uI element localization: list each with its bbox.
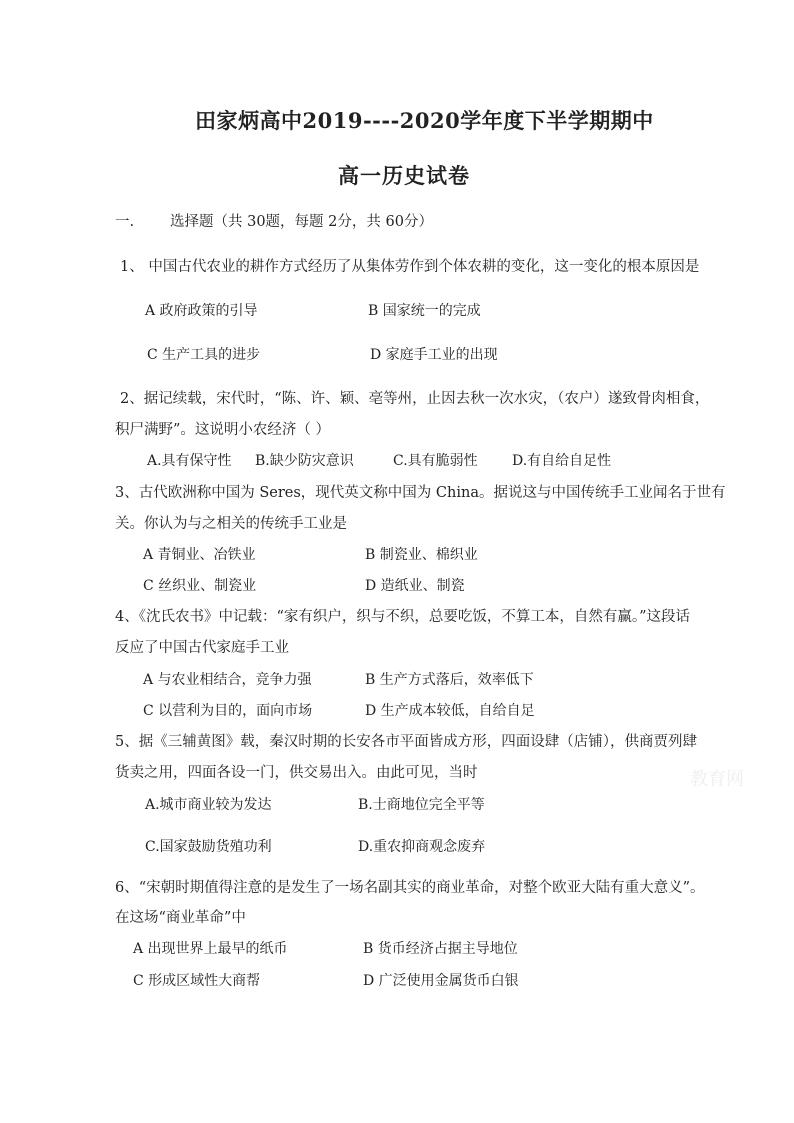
question-4-option-d: D 生产成本较低，自给自足 [365,703,535,719]
question-1-option-d: D 家庭手工业的出现 [370,347,498,363]
question-5-stem-line-2: 货卖之用，四面各设一门，供交易出入。由此可见，当时 [115,765,478,781]
question-6-option-d: D 广泛使用金属货币白银 [363,973,519,989]
question-1-stem: 1、 中国古代农业的耕作方式经历了从集体劳作到个体农耕的变化，这一变化的根本原因是 [120,259,700,275]
section-heading: 选择题（共 30题，每题 2分，共 60分） [170,214,433,230]
question-6-option-b: B 货币经济占据主导地位 [363,941,518,957]
question-6-stem-line-1: 6、“宋朝时期值得注意的是发生了一场名副其实的商业革命，对整个欧亚大陆有重大意义”。 [115,880,705,896]
question-5-stem-line-1: 5、据《三辅黄图》载，秦汉时期的长安各市平面皆成方形，四面设肆（店铺），供商贾列肆 [115,734,697,750]
question-6-option-c: C 形成区域性大商帮 [133,973,261,989]
exam-subtitle: 高一历史试卷 [338,163,470,188]
question-2-option-c: C.具有脆弱性 [393,453,478,469]
question-4-stem-line-2: 反应了中国古代家庭手工业 [115,640,289,656]
question-4-option-a: A 与农业相结合，竞争力强 [143,672,312,688]
question-1-option-c: C 生产工具的进步 [147,347,261,363]
question-1-option-a: A 政府政策的引导 [145,303,258,319]
question-4-option-c: C 以营利为目的，面向市场 [143,703,313,719]
question-3-option-b: B 制瓷业、棉织业 [365,547,478,563]
question-3-stem-line-1: 3、古代欧洲称中国为 Seres，现代英文称中国为 China。据说这与中国传统手工业闻名于世有 [115,485,726,501]
question-1-option-b: B 国家统一的完成 [368,303,481,319]
question-2-stem-line-2: 积尸满野”。这说明小农经济（ ） [115,422,331,438]
question-2-stem-line-1: 2、据记续载，宋代时，“陈、许、颖、亳等州，止因去秋一次水灾，（农户）遂致骨肉相食， [120,391,710,407]
question-5-option-d: D.重农抑商观念废弃 [358,839,486,855]
question-3-option-d: D 造纸业、制瓷 [365,578,465,594]
question-2-option-d: D.有自给自足性 [512,453,612,469]
question-6-stem-line-2: 在这场“商业革命”中 [115,910,246,926]
exam-title: 田家炳高中2019----2020学年度下半学期期中 [195,108,654,133]
question-2-option-b: B.缺少防灾意识 [255,453,354,469]
question-2-option-a: A.具有保守性 [147,453,232,469]
question-5-option-b: B.士商地位完全平等 [358,797,485,813]
watermark: 教育网 [690,769,744,790]
question-6-option-a: A 出现世界上最早的纸币 [133,941,288,957]
question-3-stem-line-2: 关。你认为与之相关的传统手工业是 [115,516,347,532]
question-3-option-a: A 青铜业、冶铁业 [143,547,256,563]
question-5-option-c: C.国家鼓励货殖功利 [145,839,272,855]
question-5-option-a: A.城市商业较为发达 [145,797,272,813]
section-number: 一. [115,214,135,230]
question-3-option-c: C 丝织业、制瓷业 [143,578,257,594]
question-4-stem-line-1: 4、《沈氏农书》中记载：“家有织户，织与不织，总要吃饭，不算工本，自然有赢。”这段话 [115,609,691,625]
question-4-option-b: B 生产方式落后，效率低下 [365,672,534,688]
